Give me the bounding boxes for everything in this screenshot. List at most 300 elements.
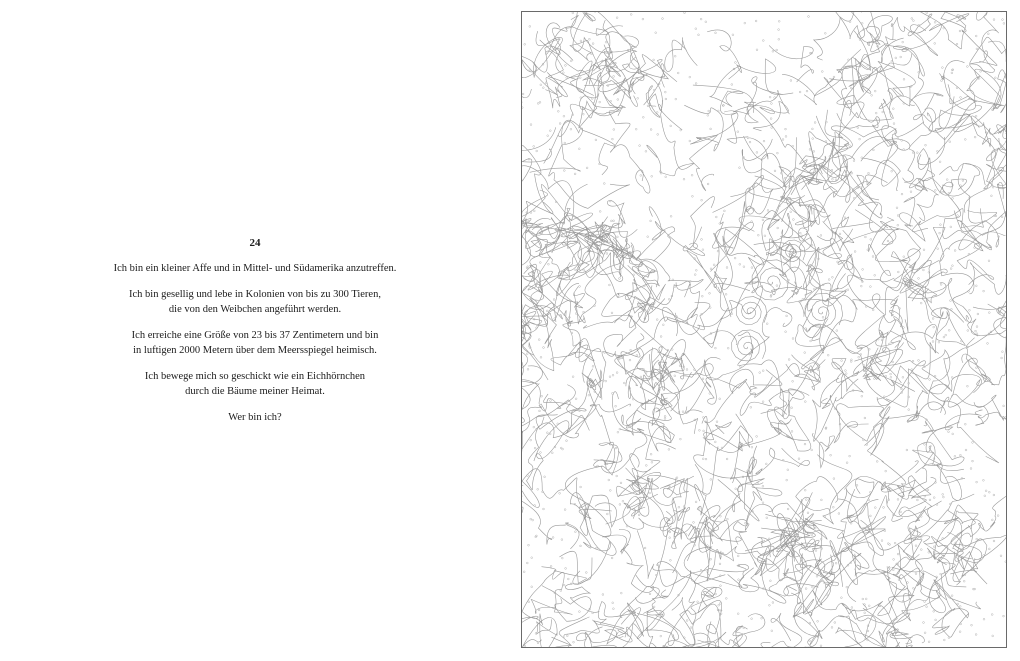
puzzle-stroke — [530, 120, 616, 175]
puzzle-stroke — [838, 260, 885, 314]
puzzle-region-marker — [978, 77, 980, 79]
puzzle-region-marker — [920, 537, 922, 539]
puzzle-region-marker — [811, 534, 813, 536]
puzzle-region-marker — [821, 71, 823, 73]
puzzle-region-marker — [645, 372, 647, 374]
puzzle-stroke — [527, 410, 590, 490]
puzzle-region-marker — [666, 518, 668, 520]
puzzle-region-marker — [542, 87, 544, 89]
puzzle-region-marker — [943, 27, 945, 29]
puzzle-stroke — [907, 571, 947, 614]
puzzle-strokes — [522, 12, 1006, 647]
puzzle-region-marker — [897, 271, 899, 273]
puzzle-region-marker — [562, 448, 564, 450]
puzzle-region-marker — [684, 12, 686, 14]
puzzle-region-marker — [762, 370, 764, 372]
puzzle-region-marker — [526, 562, 528, 564]
puzzle-region-marker — [810, 340, 812, 342]
puzzle-region-marker — [582, 113, 584, 115]
puzzle-region-marker — [720, 585, 722, 587]
puzzle-region-marker — [804, 443, 806, 445]
puzzle-region-marker — [707, 114, 709, 116]
puzzle-region-marker — [938, 341, 940, 343]
puzzle-region-marker — [821, 499, 823, 501]
puzzle-region-marker — [645, 150, 647, 152]
puzzle-region-marker — [809, 640, 811, 642]
puzzle-stroke — [745, 488, 772, 530]
puzzle-region-marker — [967, 385, 969, 387]
puzzle-region-marker — [615, 447, 617, 449]
puzzle-spiral — [732, 330, 766, 361]
puzzle-region-marker — [580, 545, 582, 547]
puzzle-region-marker — [903, 256, 905, 258]
puzzle-region-marker — [603, 183, 605, 185]
puzzle-region-marker — [564, 509, 566, 511]
puzzle-region-marker — [657, 134, 659, 136]
puzzle-region-marker — [859, 138, 861, 140]
puzzle-region-marker — [846, 586, 848, 588]
puzzle-region-marker — [942, 494, 944, 496]
puzzle-region-marker — [530, 439, 532, 441]
puzzle-region-marker — [710, 128, 712, 130]
puzzle-region-marker — [806, 90, 808, 92]
puzzle-region-marker — [638, 514, 640, 516]
puzzle-region-marker — [640, 175, 642, 177]
puzzle-stroke — [641, 393, 698, 434]
puzzle-region-marker — [937, 150, 939, 152]
puzzle-stroke — [800, 222, 873, 271]
puzzle-region-marker — [918, 278, 920, 280]
puzzle-region-marker — [716, 421, 718, 423]
puzzle-region-marker — [860, 285, 862, 287]
puzzle-region-marker — [669, 537, 671, 539]
puzzle-stroke — [544, 121, 630, 208]
puzzle-region-marker — [924, 443, 926, 445]
puzzle-region-marker — [885, 470, 887, 472]
puzzle-region-marker — [653, 59, 655, 61]
puzzle-region-marker — [883, 507, 885, 509]
puzzle-region-marker — [770, 118, 772, 120]
puzzle-stroke — [647, 105, 694, 176]
puzzle-stroke — [522, 485, 579, 549]
puzzle-region-marker — [776, 49, 778, 51]
riddle-paragraph-3 — [60, 328, 450, 358]
puzzle-region-marker — [726, 458, 728, 460]
puzzle-region-marker — [785, 331, 787, 333]
puzzle-region-marker — [770, 580, 772, 582]
puzzle-region-marker — [946, 179, 948, 181]
puzzle-region-marker — [549, 433, 551, 435]
puzzle-region-marker — [647, 105, 649, 107]
puzzle-region-marker — [538, 339, 540, 341]
puzzle-region-marker — [739, 366, 741, 368]
puzzle-region-marker — [885, 375, 887, 377]
puzzle-region-marker — [849, 145, 851, 147]
puzzle-region-marker — [959, 30, 961, 32]
puzzle-stroke — [970, 37, 1006, 71]
puzzle-region-marker — [612, 393, 614, 395]
puzzle-region-marker — [928, 641, 930, 643]
puzzle-region-marker — [771, 103, 773, 105]
puzzle-region-marker — [809, 622, 811, 624]
puzzle-region-marker — [778, 20, 780, 22]
puzzle-region-marker — [719, 563, 721, 565]
puzzle-region-marker — [599, 211, 601, 213]
puzzle-region-marker — [765, 463, 767, 465]
puzzle-region-marker — [702, 458, 704, 460]
puzzle-region-marker — [891, 60, 893, 62]
puzzle-region-marker — [616, 475, 618, 477]
puzzle-region-marker — [523, 571, 525, 573]
puzzle-region-marker — [573, 641, 575, 643]
puzzle-region-marker — [862, 598, 864, 600]
puzzle-region-marker — [983, 479, 985, 481]
puzzle-region-marker — [623, 382, 625, 384]
puzzle-region-marker — [533, 426, 535, 428]
puzzle-region-marker — [530, 518, 532, 520]
puzzle-region-marker — [848, 59, 850, 61]
puzzle-region-marker — [669, 531, 671, 533]
puzzle-region-marker — [870, 286, 872, 288]
puzzle-stroke — [868, 217, 894, 282]
puzzle-stroke — [948, 358, 986, 407]
puzzle-region-marker — [862, 269, 864, 271]
puzzle-region-marker — [814, 527, 816, 529]
puzzle-region-marker — [739, 263, 741, 265]
puzzle-region-marker — [565, 65, 567, 67]
puzzle-region-marker — [851, 172, 853, 174]
puzzle-region-marker — [528, 601, 530, 603]
puzzle-region-marker — [1001, 216, 1003, 218]
puzzle-stroke — [957, 220, 994, 284]
puzzle-region-marker — [917, 499, 919, 501]
puzzle-region-marker — [907, 582, 909, 584]
puzzle-stroke — [576, 632, 626, 647]
puzzle-region-marker — [543, 508, 545, 510]
puzzle-region-marker — [540, 452, 542, 454]
puzzle-region-marker — [563, 584, 565, 586]
puzzle-stroke — [951, 394, 1006, 425]
puzzle-region-marker — [932, 318, 934, 320]
puzzle-region-marker — [749, 141, 751, 143]
puzzle-region-marker — [737, 131, 739, 133]
puzzle-region-marker — [701, 239, 703, 241]
puzzle-region-marker — [771, 127, 773, 129]
puzzle-region-marker — [637, 97, 639, 99]
riddle-line: Ich bin gesellig und lebe in Kolonien von bis zu 300 Tieren, — [129, 289, 381, 300]
puzzle-region-marker — [1002, 351, 1004, 353]
puzzle-stroke — [939, 163, 979, 196]
puzzle-region-marker — [524, 43, 526, 45]
puzzle-region-marker — [856, 484, 858, 486]
puzzle-region-marker — [892, 569, 894, 571]
riddle-line: die von den Weibchen angeführt werden. — [168, 304, 342, 315]
puzzle-region-marker — [976, 48, 978, 50]
puzzle-region-marker — [605, 380, 607, 382]
puzzle-region-marker — [664, 418, 666, 420]
puzzle-region-marker — [537, 103, 539, 105]
puzzle-region-marker — [972, 442, 974, 444]
puzzle-region-marker — [857, 127, 859, 129]
puzzle-stroke — [804, 77, 842, 104]
puzzle-region-marker — [868, 172, 870, 174]
puzzle-region-marker — [686, 369, 688, 371]
puzzle-region-marker — [710, 479, 712, 481]
puzzle-region-marker — [805, 588, 807, 590]
puzzle-stroke — [925, 286, 965, 346]
puzzle-region-marker — [664, 415, 666, 417]
puzzle-region-marker — [630, 349, 632, 351]
puzzle-region-marker — [756, 152, 758, 154]
puzzle-stroke — [672, 587, 725, 647]
puzzle-region-marker — [613, 220, 615, 222]
puzzle-region-marker — [753, 185, 755, 187]
puzzle-region-marker — [873, 149, 875, 151]
puzzle-stroke — [821, 395, 868, 442]
puzzle-region-marker — [820, 235, 822, 237]
puzzle-region-marker — [849, 21, 851, 23]
puzzle-region-marker — [911, 18, 913, 20]
puzzle-region-marker — [559, 123, 561, 125]
puzzle-region-marker — [613, 608, 615, 610]
puzzle-stroke — [636, 221, 703, 290]
puzzle-stroke — [683, 197, 714, 256]
puzzle-region-marker — [985, 490, 987, 492]
puzzle-stroke — [894, 269, 948, 303]
puzzle-region-marker — [991, 195, 993, 197]
puzzle-region-marker — [526, 353, 528, 355]
puzzle-region-marker — [813, 151, 815, 153]
puzzle-region-marker — [884, 530, 886, 532]
puzzle-region-marker — [872, 256, 874, 258]
puzzle-region-marker — [677, 72, 679, 74]
puzzle-region-marker — [802, 298, 804, 300]
puzzle-region-marker — [761, 617, 763, 619]
puzzle-region-marker — [744, 22, 746, 24]
puzzle-region-marker — [700, 18, 702, 20]
puzzle-stroke — [684, 105, 723, 151]
puzzle-stroke — [730, 369, 782, 394]
puzzle-stroke — [966, 298, 1006, 347]
puzzle-region-marker — [1003, 615, 1005, 617]
puzzle-region-marker — [695, 269, 697, 271]
puzzle-stroke — [875, 324, 939, 365]
puzzle-region-marker — [570, 60, 572, 62]
puzzle-region-marker — [715, 32, 717, 34]
riddle-question — [60, 410, 450, 425]
puzzle-region-marker — [527, 368, 529, 370]
puzzle-stroke — [796, 477, 838, 515]
puzzle-region-marker — [933, 610, 935, 612]
puzzle-region-marker — [871, 94, 873, 96]
puzzle-region-marker — [897, 499, 899, 501]
puzzle-region-marker — [547, 135, 549, 137]
puzzle-region-marker — [825, 141, 827, 143]
puzzle-region-marker — [653, 606, 655, 608]
puzzle-stroke — [886, 348, 995, 407]
puzzle-stroke — [744, 153, 783, 214]
puzzle-region-marker — [599, 163, 601, 165]
puzzle-region-marker — [766, 323, 768, 325]
puzzle-region-marker — [882, 111, 884, 113]
puzzle-region-marker — [617, 431, 619, 433]
puzzle-region-marker — [606, 253, 608, 255]
puzzle-stroke — [694, 416, 782, 496]
puzzle-region-marker — [942, 67, 944, 69]
puzzle-region-marker — [719, 603, 721, 605]
puzzle-region-marker — [874, 507, 876, 509]
puzzle-region-marker — [903, 103, 905, 105]
puzzle-region-marker — [538, 609, 540, 611]
puzzle-region-marker — [948, 329, 950, 331]
puzzle-region-marker — [906, 449, 908, 451]
puzzle-region-marker — [828, 279, 830, 281]
puzzle-stroke — [903, 113, 933, 182]
puzzle-region-marker — [918, 360, 920, 362]
puzzle-stroke — [668, 284, 710, 330]
puzzle-region-marker — [804, 401, 806, 403]
puzzle-region-marker — [976, 333, 978, 335]
puzzle-region-marker — [630, 14, 632, 16]
puzzle-region-marker — [792, 380, 794, 382]
puzzle-region-marker — [605, 41, 607, 43]
puzzle-region-marker — [812, 128, 814, 130]
puzzle-region-marker — [531, 557, 533, 559]
puzzle-region-marker — [692, 195, 694, 197]
puzzle-region-marker — [617, 99, 619, 101]
puzzle-region-marker — [751, 267, 753, 269]
puzzle-region-marker — [569, 236, 571, 238]
puzzle-region-marker — [642, 18, 644, 20]
puzzle-region-marker — [698, 508, 700, 510]
puzzle-region-marker — [804, 352, 806, 354]
puzzle-region-marker — [793, 219, 795, 221]
puzzle-region-marker — [532, 519, 534, 521]
puzzle-region-marker — [948, 431, 950, 433]
puzzle-region-marker — [608, 479, 610, 481]
puzzle-region-marker — [786, 479, 788, 481]
puzzle-region-marker — [644, 547, 646, 549]
puzzle-region-marker — [529, 26, 531, 28]
puzzle-region-marker — [595, 139, 597, 141]
puzzle-region-marker — [522, 107, 523, 109]
puzzle-region-marker — [757, 234, 759, 236]
puzzle-region-marker — [572, 376, 574, 378]
puzzle-region-marker — [832, 276, 834, 278]
puzzle-region-marker — [764, 235, 766, 237]
puzzle-region-marker — [923, 269, 925, 271]
puzzle-region-marker — [890, 376, 892, 378]
puzzle-region-marker — [528, 544, 530, 546]
puzzle-stroke — [904, 260, 932, 294]
puzzle-region-marker — [994, 77, 996, 79]
puzzle-region-marker — [908, 409, 910, 411]
puzzle-region-marker — [954, 455, 956, 457]
right-page — [510, 0, 1020, 661]
puzzle-region-marker — [915, 545, 917, 547]
puzzle-region-marker — [870, 239, 872, 241]
puzzle-region-marker — [699, 429, 701, 431]
puzzle-region-marker — [993, 494, 995, 496]
riddle-line: in luftigen 2000 Metern über dem Meersspiegel heimisch. — [133, 345, 377, 356]
puzzle-region-marker — [831, 627, 833, 629]
puzzle-region-marker — [942, 538, 944, 540]
puzzle-region-marker — [691, 174, 693, 176]
puzzle-region-marker — [900, 56, 902, 58]
puzzle-region-marker — [745, 522, 747, 524]
puzzle-region-marker — [798, 458, 800, 460]
puzzle-region-marker — [920, 302, 922, 304]
puzzle-region-marker — [718, 604, 720, 606]
puzzle-region-marker — [557, 110, 559, 112]
puzzle-region-marker — [703, 417, 705, 419]
puzzle-region-marker — [705, 458, 707, 460]
puzzle-region-marker — [976, 326, 978, 328]
puzzle-stroke — [948, 494, 1006, 531]
puzzle-region-marker — [565, 568, 567, 570]
puzzle-region-marker — [948, 192, 950, 194]
puzzle-region-marker — [830, 454, 832, 456]
puzzle-region-marker — [836, 330, 838, 332]
puzzle-region-marker — [544, 476, 546, 478]
puzzle-region-marker — [870, 515, 872, 517]
puzzle-region-marker — [993, 19, 995, 21]
puzzle-region-marker — [674, 375, 676, 377]
puzzle-stroke — [911, 93, 943, 123]
puzzle-region-marker — [686, 620, 688, 622]
puzzle-region-marker — [772, 50, 774, 52]
puzzle-region-marker — [599, 101, 601, 103]
puzzle-region-marker — [863, 439, 865, 441]
puzzle-region-marker — [564, 142, 566, 144]
puzzle-region-marker — [778, 38, 780, 40]
puzzle-region-marker — [620, 482, 622, 484]
puzzle-region-marker — [616, 372, 618, 374]
puzzle-region-marker — [983, 618, 985, 620]
puzzle-region-marker — [933, 497, 935, 499]
puzzle-region-marker — [649, 492, 651, 494]
puzzle-stroke — [565, 460, 611, 537]
puzzle-region-marker — [812, 586, 814, 588]
puzzle-region-marker — [832, 506, 834, 508]
puzzle-region-marker — [675, 98, 677, 100]
puzzle-region-marker — [943, 639, 945, 641]
puzzle-region-marker — [668, 449, 670, 451]
puzzle-region-marker — [896, 207, 898, 209]
puzzle-stroke — [556, 234, 591, 362]
puzzle-region-marker — [954, 250, 956, 252]
puzzle-region-marker — [645, 465, 647, 467]
puzzle-region-marker — [563, 170, 565, 172]
puzzle-region-marker — [714, 441, 716, 443]
puzzle-region-marker — [993, 540, 995, 542]
puzzle-region-marker — [540, 84, 542, 86]
puzzle-region-marker — [951, 308, 953, 310]
puzzle-region-marker — [934, 21, 936, 23]
puzzle-stroke — [674, 507, 726, 583]
puzzle-region-marker — [777, 152, 779, 154]
puzzle-region-marker — [715, 347, 717, 349]
puzzle-region-marker — [826, 594, 828, 596]
puzzle-stroke — [522, 149, 574, 254]
puzzle-stroke — [733, 77, 788, 131]
puzzle-region-marker — [737, 613, 739, 615]
puzzle-stroke — [937, 466, 964, 501]
puzzle-region-marker — [951, 595, 953, 597]
puzzle-region-marker — [964, 139, 966, 141]
puzzle-region-marker — [891, 170, 893, 172]
puzzle-region-marker — [820, 645, 822, 647]
